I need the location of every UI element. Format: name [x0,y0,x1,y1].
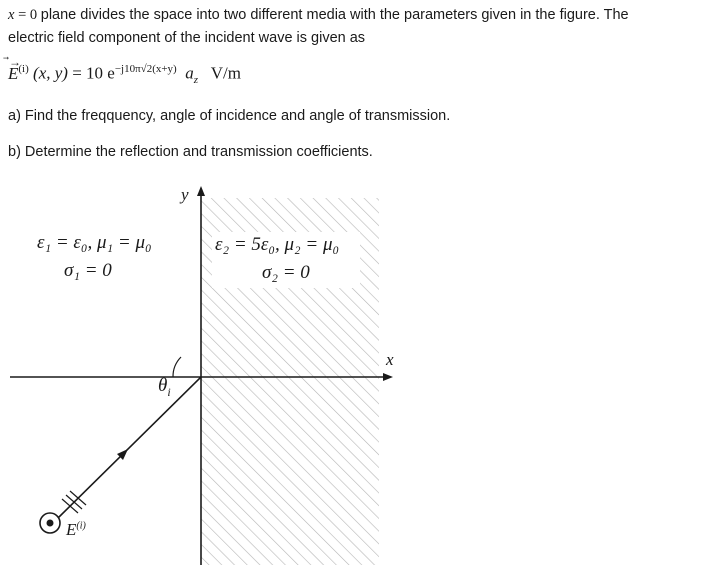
field-equation [8,54,241,87]
part-b-question: b) Determine the reflection and transmission coefficients. [8,144,373,160]
medium2-parameters: ε₂ = 5ε₀, μ₂ = μ₀ [215,234,340,255]
medium1-parameters: ε₁ = ε₀, μ₁ = μ₀ [37,232,152,253]
field-label-symbol: E [66,520,77,539]
problem-intro-line1 [8,5,629,25]
vector-arrow-icon: ⃗→ [9,54,21,69]
y-axis-arrowhead-icon [197,186,205,196]
angle-subscript: i [167,384,171,399]
plane-equation: = 0 [14,7,41,23]
part-a-question: a) Find the freqquency, angle of incidence and angle of transmission. [8,108,451,124]
field-superscript: (i) [18,63,29,75]
unit-vector-subscript: z [193,74,199,87]
field-units: V/m [210,63,241,83]
field-label-superscript: (i) [76,520,86,532]
angle-symbol: θ [158,375,168,396]
field-amplitude: = 10 e [67,63,115,83]
medium1-conductivity: σ₁ = 0 [64,260,112,281]
field-dot-icon [47,520,54,527]
field-arguments: (x, y) [33,63,68,83]
angle-of-incidence-label [158,375,171,400]
field-symbol: E [8,63,19,83]
intro-text: plane divides the space into two different media with the parameters given in the figure. The [40,7,629,23]
problem-intro-line2: electric field component of the incident wave is given as [8,30,366,46]
x-axis-arrowhead-icon [383,373,393,381]
y-axis-label: y [181,185,189,204]
incident-ray [58,377,201,518]
x-axis-label: x [386,350,394,369]
field-exponent: −j10π√2(x+y) [114,63,177,75]
unit-vector: a [185,63,194,83]
x-variable: x [8,7,15,23]
medium2-conductivity: σ₂ = 0 [262,262,310,283]
field-label [66,520,86,540]
